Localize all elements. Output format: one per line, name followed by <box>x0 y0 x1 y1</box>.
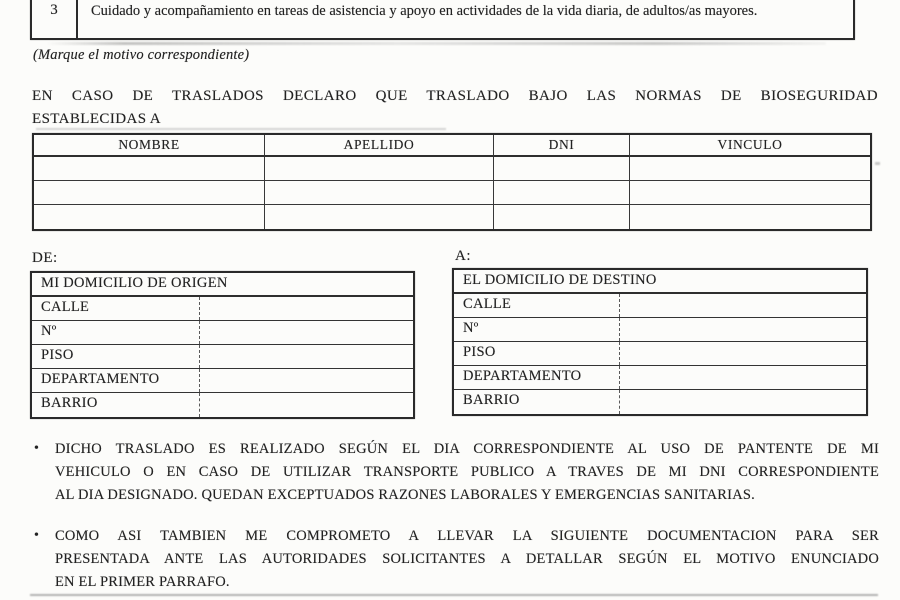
declaration-line-2: ESTABLECIDAS A <box>32 111 161 127</box>
field-label: DEPARTAMENTO <box>41 371 160 387</box>
field-label: CALLE <box>41 299 90 315</box>
bullet-icon: • <box>34 441 40 456</box>
bullet-icon: • <box>34 528 40 543</box>
companions-cell <box>630 205 870 229</box>
field-label: Nº <box>41 323 57 339</box>
field-value-cell <box>619 318 866 341</box>
bullet-line: PRESENTADA ANTE LAS AUTORIDADES SOLICITANTES A DETALLAR SEGÚN EL MOTIVO ENUNCIADO <box>55 551 879 567</box>
declaration-bullets <box>32 438 879 600</box>
scan-artifact <box>875 162 880 165</box>
field-row-numero <box>32 321 413 345</box>
destination-table-title: EL DOMICILIO DE DESTINO <box>454 270 866 294</box>
column-header-apellido: APELLIDO <box>265 135 494 157</box>
field-row-departamento <box>32 369 413 393</box>
companions-cell <box>494 157 630 181</box>
field-label: DEPARTAMENTO <box>463 368 582 384</box>
scan-artifact <box>46 42 826 45</box>
companions-cell <box>34 205 265 229</box>
companions-cell <box>34 157 265 181</box>
origin-table-title: MI DOMICILIO DE ORIGEN <box>32 273 413 297</box>
companions-cell <box>630 181 870 205</box>
field-row-numero <box>454 318 866 342</box>
companions-cell <box>265 181 494 205</box>
companions-cell <box>265 205 494 229</box>
bullet-line: EN EL PRIMER PARRAFO. <box>55 574 230 590</box>
companions-table <box>32 133 872 231</box>
bullet-traslado-patente <box>32 438 879 507</box>
column-header-nombre: NOMBRE <box>34 135 265 157</box>
bullet-documentacion <box>32 525 879 594</box>
field-value-cell <box>199 345 413 368</box>
motivo-row-3 <box>30 0 855 40</box>
marque-note: (Marque el motivo correspondiente) <box>33 47 250 63</box>
field-value-cell <box>619 390 866 414</box>
destination-section-label: A: <box>455 248 471 264</box>
companions-cell <box>494 205 630 229</box>
field-row-departamento <box>454 366 866 390</box>
field-label: BARRIO <box>463 392 520 408</box>
bullet-line: AL DIA DESIGNADO. QUEDAN EXCEPTUADOS RAZONES LABORALES Y EMERGENCIAS SANITARIAS. <box>55 487 755 503</box>
field-row-barrio <box>32 393 413 417</box>
traslados-declaration <box>32 85 878 131</box>
motivo-text-cell: Cuidado y acompañamiento en tareas de asistencia y apoyo en actividades de la vida diaria, de adultos/as mayores. <box>91 3 758 19</box>
field-label: PISO <box>463 344 496 360</box>
field-row-calle <box>32 297 413 321</box>
column-header-vinculo: VINCULO <box>630 135 870 157</box>
declaration-line-1: EN CASO DE TRASLADOS DECLARO QUE TRASLADO BAJO LAS NORMAS DE BIOSEGURIDAD <box>32 88 878 104</box>
field-row-piso <box>32 345 413 369</box>
field-row-piso <box>454 342 866 366</box>
field-value-cell <box>619 342 866 365</box>
bullet-line: COMO ASI TAMBIEN ME COMPROMETO A LLEVAR LA SIGUIENTE DOCUMENTACION PARA SER <box>55 528 879 544</box>
bullet-line: DICHO TRASLADO ES REALIZADO SEGÚN EL DIA CORRESPONDIENTE AL USO DE PANTENTE DE MI <box>55 441 879 457</box>
field-value-cell <box>199 369 413 392</box>
field-value-cell <box>619 294 866 317</box>
origin-section-label: DE: <box>32 250 58 266</box>
field-value-cell <box>199 321 413 344</box>
field-value-cell <box>619 366 866 389</box>
companions-cell <box>265 157 494 181</box>
column-header-dni: DNI <box>494 135 630 157</box>
field-value-cell <box>199 297 413 320</box>
motivo-number-cell: 3 <box>32 0 78 38</box>
companions-cell <box>494 181 630 205</box>
origin-address-table <box>30 271 415 419</box>
field-row-calle <box>454 294 866 318</box>
field-row-barrio <box>454 390 866 414</box>
destination-address-table <box>452 268 868 416</box>
companions-cell <box>34 181 265 205</box>
field-label: CALLE <box>463 296 512 312</box>
bullet-line: VEHICULO O EN CASO DE UTILIZAR TRANSPORTE PUBLICO A TRAVES DE MI DNI CORRESPONDIENTE <box>55 464 879 480</box>
field-label: BARRIO <box>41 395 98 411</box>
field-label: PISO <box>41 347 74 363</box>
field-value-cell <box>199 393 413 417</box>
field-label: Nº <box>463 320 479 336</box>
companions-cell <box>630 157 870 181</box>
